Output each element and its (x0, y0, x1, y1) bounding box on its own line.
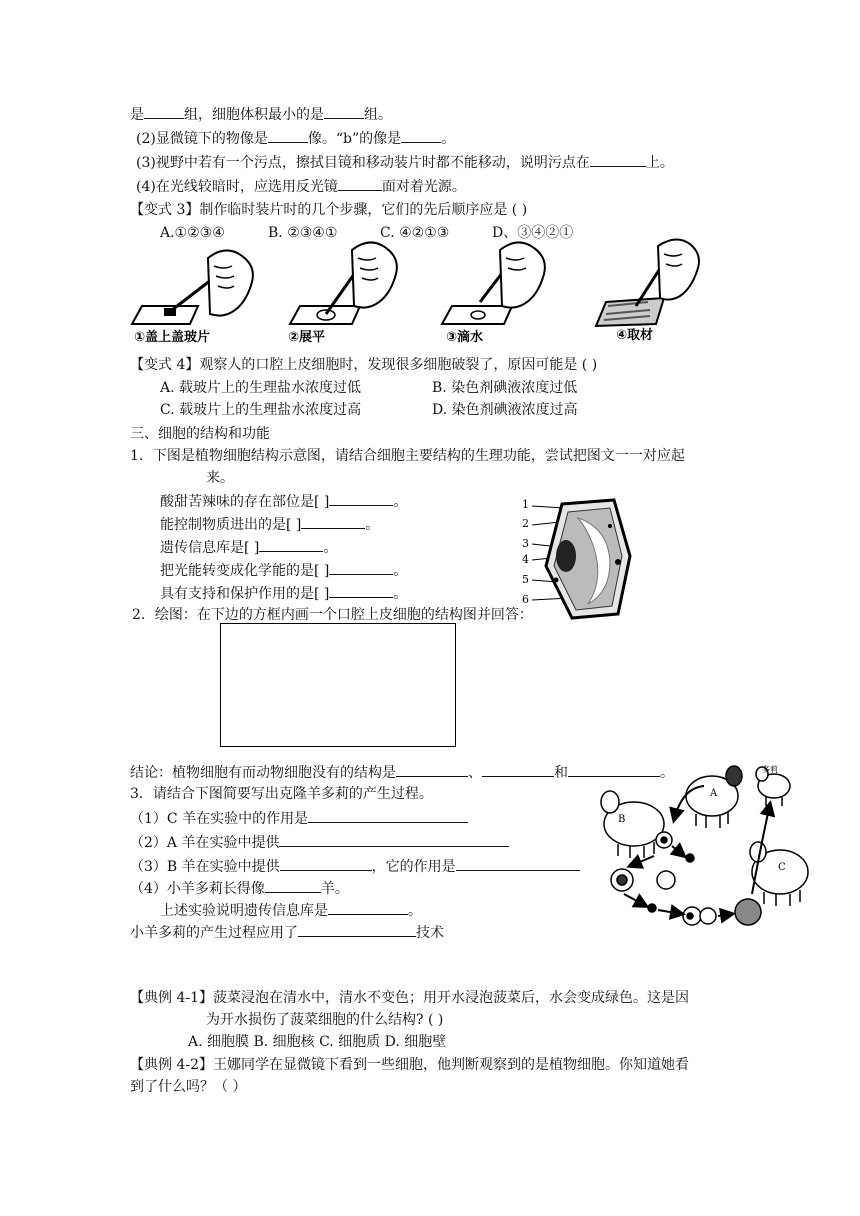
q3-part-6: 小羊多莉的产生过程应用了 技术 (130, 922, 444, 943)
step-3-illustration (442, 242, 545, 324)
q3-part-3: （3）B 羊在实验中提供 ，它的作用是 (130, 856, 580, 877)
step-4-illustration (596, 239, 699, 326)
cell-item-2: 能控制物质进出的是[ ] 。 (160, 514, 379, 535)
drawing-box[interactable] (220, 623, 456, 747)
step-2-illustration (290, 242, 397, 324)
plant-cell-diagram (518, 496, 638, 622)
q2-line-3: (3)视野中若有一个污点，擦拭目镜和移动装片时都不能移动，说明污点在 上。 (136, 152, 674, 173)
answer-blank[interactable] (329, 583, 393, 598)
q2-line-2: (2)显微镜下的物像是 像。“b”的像是 。 (136, 128, 455, 149)
cell-item-4: 把光能转变成化学能的是[ ] 。 (160, 560, 407, 581)
variant3-question: 【变式 3】制作临时装片时的几个步骤，它们的先后顺序应是 ( ) (130, 202, 528, 218)
slide-prep-steps-figure (128, 236, 728, 348)
example-4-1-line2: 为开水损伤了菠菜细胞的什么结构? ( ) (206, 1012, 444, 1028)
answer-blank[interactable] (328, 900, 408, 915)
answer-blank[interactable] (324, 104, 364, 119)
step-label: ①盖上盖玻片 (134, 330, 211, 345)
example-4-2-line2: 到了什么吗？（ ） (130, 1079, 247, 1095)
answer-blank[interactable] (329, 491, 393, 506)
sheep-label-a: A (710, 788, 718, 799)
answer-blank[interactable] (144, 104, 184, 119)
sheep-label-b: B (618, 814, 626, 825)
cell-label-1: 1 (522, 498, 529, 511)
section3-q1-line2: 来。 (206, 470, 234, 486)
variant3-option-c: C. ④②①③ (380, 225, 450, 241)
dolly-cloning-diagram (594, 760, 820, 940)
variant3-option-b: B. ②③④① (268, 225, 338, 241)
cell-label-4: 4 (522, 553, 529, 566)
q3-part-1: （1）C 羊在实验中的作用是 (130, 808, 468, 829)
answer-blank[interactable] (456, 856, 580, 871)
variant4-option-b: B. 染色剂碘液浓度过低 (432, 380, 578, 396)
cell-item-5: 具有支持和保护作用的是[ ] 。 (160, 583, 407, 604)
answer-blank[interactable] (279, 832, 509, 847)
section3-q1-line1: 1．下图是植物细胞结构示意图，请结合细胞主要结构的生理功能，尝试把图文一一对应起 (130, 448, 685, 464)
cell-label-2: 2 (522, 517, 529, 530)
cell-item-1: 酸甜苦辣味的存在部位是[ ] 。 (160, 491, 407, 512)
example-4-1-options: A. 细胞膜 B. 细胞核 C. 细胞质 D. 细胞壁 (188, 1034, 447, 1050)
q3-part-2: （2）A 羊在实验中提供 (130, 832, 509, 853)
variant3-option-a: A.①②③④ (160, 225, 225, 241)
variant4-option-c: C. 载玻片上的生理盐水浓度过高 (160, 402, 362, 418)
step-1-illustration (132, 250, 253, 324)
answer-blank[interactable] (396, 762, 468, 777)
answer-blank[interactable] (482, 762, 554, 777)
answer-blank[interactable] (590, 152, 646, 167)
answer-blank[interactable] (265, 878, 321, 893)
answer-blank[interactable] (268, 128, 308, 143)
sheep-c (750, 842, 808, 906)
answer-blank[interactable] (298, 922, 416, 937)
q2-line-4: (4)在光线较暗时，应选用反光镜 面对着光源。 (136, 176, 466, 197)
answer-blank[interactable] (329, 560, 393, 575)
section3-q2: 2．绘图：在下边的方框内画一个口腔上皮细胞的结构图并回答： (132, 607, 533, 623)
section3-q3: 3．请结合下图简要写出克隆羊多莉的产生过程。 (130, 786, 433, 802)
example-4-2-line1: 【典例 4-2】王娜同学在显微镜下看到一些细胞，他判断观察到的是植物细胞。你知道她看 (130, 1057, 689, 1073)
section-title: 三、细胞的结构和功能 (130, 426, 270, 442)
variant4-question: 【变式 4】观察人的口腔上皮细胞时，发现很多细胞破裂了，原因可能是 ( ) (130, 357, 598, 373)
step-label: ③滴水 (446, 330, 484, 345)
sheep-label-dolly: 多莉 (762, 765, 778, 774)
answer-blank[interactable] (338, 176, 382, 191)
answer-blank[interactable] (308, 808, 468, 823)
cell-item-3: 遗传信息库是[ ] 。 (160, 537, 337, 558)
sheep-b (601, 791, 664, 858)
answer-blank[interactable] (301, 514, 365, 529)
answer-blank[interactable] (280, 856, 372, 871)
step-label: ④取材 (616, 328, 654, 343)
cell-label-3: 3 (522, 537, 529, 550)
variant4-option-d: D. 染色剂碘液浓度过高 (432, 402, 578, 418)
q2-line-1: 是 组，细胞体积最小的是 组。 (130, 104, 392, 125)
sheep-label-c: C (778, 862, 786, 873)
q3-part-5: 上述实验说明遗传信息库是 。 (160, 900, 422, 921)
cell-label-6: 6 (522, 593, 529, 606)
variant3-option-d: D、③④②① (492, 225, 574, 241)
step-label: ②展平 (288, 330, 326, 345)
cell-label-5: 5 (522, 573, 529, 586)
variant4-option-a: A. 载玻片上的生理盐水浓度过低 (160, 380, 362, 396)
answer-blank[interactable] (401, 128, 441, 143)
answer-blank[interactable] (259, 537, 323, 552)
q3-part-4: （4）小羊多莉长得像 羊。 (130, 878, 349, 899)
conclusion-line: 结论：植物细胞有而动物细胞没有的结构是 、 和 。 (130, 762, 674, 783)
example-4-1-line1: 【典例 4-1】菠菜浸泡在清水中，清水不变色；用开水浸泡菠菜后，水会变成绿色。这是因 (130, 990, 689, 1006)
